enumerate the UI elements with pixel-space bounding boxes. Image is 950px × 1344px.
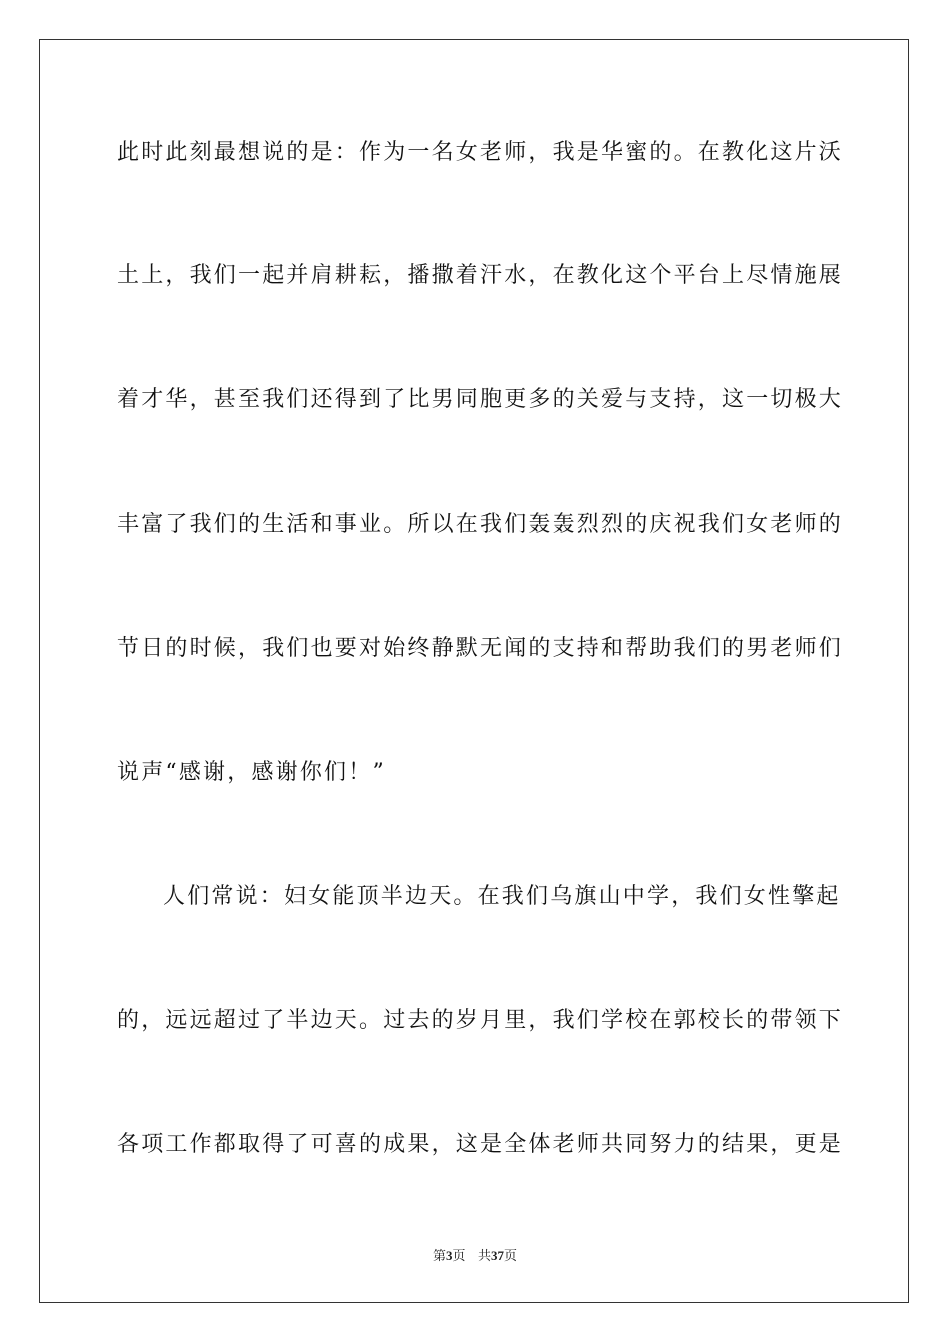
- page-number: 3: [446, 1248, 453, 1263]
- paragraph-line-9: 各项工作都取得了可喜的成果，这是全体老师共同努力的结果，更是: [117, 1132, 844, 1157]
- paragraph-line-1: 此时此刻最想说的是：作为一名女老师，我是华蜜的。在教化这片沃: [117, 140, 844, 165]
- total-pages: 37: [490, 1248, 504, 1263]
- total-prefix: 共: [477, 1249, 491, 1264]
- page-footer: [0, 1247, 950, 1266]
- paragraph-line-3: 着才华，甚至我们还得到了比男同胞更多的关爱与支持，这一切极大: [117, 387, 844, 412]
- paragraph-line-2: 土上，我们一起并肩耕耘，播撒着汗水，在教化这个平台上尽情施展: [117, 263, 844, 288]
- paragraph-line-6: 说声“感谢，感谢你们！”: [117, 760, 386, 785]
- paragraph-line-5: 节日的时候，我们也要对始终静默无闻的支持和帮助我们的男老师们: [117, 636, 844, 661]
- page-prefix: 第: [433, 1249, 447, 1264]
- total-suffix: 页: [503, 1249, 517, 1264]
- paragraph-line-4: 丰富了我们的生活和事业。所以在我们轰轰烈烈的庆祝我们女老师的: [117, 512, 844, 537]
- paragraph-line-8: 的，远远超过了半边天。过去的岁月里，我们学校在郭校长的带领下: [117, 1008, 844, 1033]
- page-border: [39, 39, 909, 1303]
- page-suffix: 页: [452, 1249, 466, 1264]
- paragraph-line-7: 人们常说：妇女能顶半边天。在我们乌旗山中学，我们女性擎起: [163, 884, 841, 909]
